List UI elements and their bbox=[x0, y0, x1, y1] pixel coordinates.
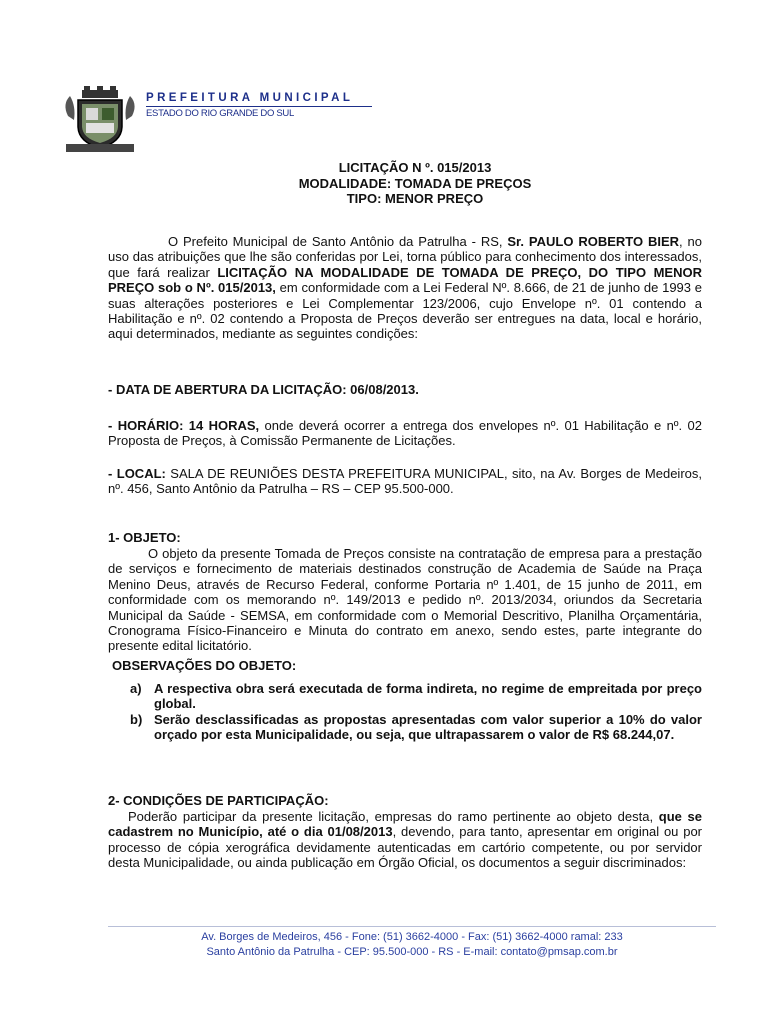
header-divider bbox=[146, 106, 372, 107]
footer bbox=[108, 930, 716, 960]
participation-deadline: que se cadastrem no Município, até o dia 01/08/2013 bbox=[108, 809, 703, 840]
footer-divider bbox=[108, 926, 716, 927]
title-tipo: TIPO: MENOR PREÇO bbox=[346, 191, 484, 206]
list-item-text: A respectiva obra será executada de forma indireta, no regime de empreitada por preço global. bbox=[154, 681, 702, 712]
object-heading: 1- OBJETO: bbox=[108, 530, 181, 545]
schedule-text: onde deverá ocorrer a entrega dos envelopes nº. 01 Habilitação e nº. 02 Proposta de Preços, à Comissão Permanente de Licitações. bbox=[108, 418, 702, 449]
title-licitacao: LICITAÇÃO N º. 015/2013 bbox=[338, 160, 492, 175]
list-marker: b) bbox=[130, 711, 143, 727]
object-notes-heading: OBSERVAÇÕES DO OBJETO: bbox=[112, 658, 297, 673]
title-modalidade: MODALIDADE: TOMADA DE PREÇOS bbox=[298, 175, 532, 191]
footer-address: Av. Borges de Medeiros, 456 - Fone: (51) 3662-4000 - Fax: (51) 3662-4000 ramal: 233 bbox=[201, 931, 623, 943]
object-paragraph: O objeto da presente Tomada de Preços consiste na contratação de empresa para a prestação de serviços e fornecimento de materiais destinados construção de Academia de Saúde na Praça Menino Deus, através de Recurso Federal, conforme Portaria nº 1.401, de 15 junho de 2011, em conformidade com os memorando nº. 149/2013 e pedido nº. 2013/2034, oriundos da Secretaria Municipal da Saúde - SEMSA, em conformidade com o Memorial Descritivo, Planilha Orçamentária, Cronograma Físico-Financeiro e Minuta do contrato em anexo, sendo estes, parte integrante do presente edital licitatório. bbox=[108, 546, 702, 654]
footer-contact: Santo Antônio da Patrulha - CEP: 95.500-000 - RS - E-mail: contato@pmsap.com.br bbox=[206, 946, 618, 958]
header-subtitle: ESTADO DO RIO GRANDE DO SUL bbox=[146, 108, 294, 119]
participation-text-1: Poderão participar da presente licitação, empresas do ramo pertinente ao objeto desta, bbox=[128, 809, 659, 824]
intro-modality: LICITAÇÃO NA MODALIDADE DE TOMADA DE PREÇO, DO TIPO MENOR PREÇO sob o Nº. 015/2013, bbox=[108, 264, 702, 296]
opening-date: - DATA DE ABERTURA DA LICITAÇÃO: 06/08/2013. bbox=[108, 382, 419, 397]
schedule-label: - HORÁRIO: 14 HORAS, bbox=[108, 418, 260, 433]
intro-paragraph bbox=[108, 234, 702, 342]
municipal-crest-icon bbox=[60, 86, 140, 156]
location-text: SALA DE REUNIÕES DESTA PREFEITURA MUNICIPAL, sito, na Av. Borges de Medeiros, nº. 456, Santo Antônio da Patrulha – RS – CEP 95.500-000. bbox=[108, 466, 702, 497]
header-title: PREFEITURA MUNICIPAL bbox=[146, 92, 354, 104]
participation-text-2: , devendo, para tanto, apresentar em original ou por processo de cópia xerográfica devidamente autenticadas em cartório competente, ou por servidor desta Municipalidade, ou ainda publicação em Órgão Oficial, os documentos a seguir discriminados: bbox=[108, 824, 703, 871]
intro-text-2: , no uso das atribuições que lhe são conferidas por Lei, torna público para conhecimento dos interessados, que fará realizar bbox=[108, 234, 703, 280]
list-item-text: Serão desclassificadas as propostas apresentadas com valor superior a 10% do valor orçado por esta Municipalidade, ou seja, que ultrapassarem o valor de R$ 68.244,07. bbox=[154, 711, 702, 743]
intro-mayor-name: Sr. PAULO ROBERTO BIER bbox=[507, 234, 680, 249]
list-marker: a) bbox=[130, 681, 142, 696]
document-titles bbox=[0, 160, 770, 207]
intro-text-1: O Prefeito Municipal de Santo Antônio da Patrulha - RS, bbox=[168, 234, 508, 249]
object-notes-list bbox=[130, 681, 702, 743]
schedule-paragraph bbox=[108, 418, 702, 449]
location-paragraph bbox=[108, 466, 702, 497]
location-label: - LOCAL: bbox=[108, 466, 166, 481]
participation-heading: 2- CONDIÇÕES DE PARTICIPAÇÃO: bbox=[108, 793, 329, 808]
list-item bbox=[130, 712, 702, 743]
participation-paragraph bbox=[108, 809, 702, 871]
intro-text-3: em conformidade com a Lei Federal Nº. 8.666, de 21 de junho de 1993 e suas alterações posteriores e Lei Complementar 123/2006, cujo Envelope nº. 01 contendo a Habilitação e nº. 02 contendo a Proposta de Preços deverão ser entregues na data, local e horário, aqui determinados, mediante as seguintes condições: bbox=[108, 280, 702, 342]
list-item bbox=[130, 681, 702, 712]
